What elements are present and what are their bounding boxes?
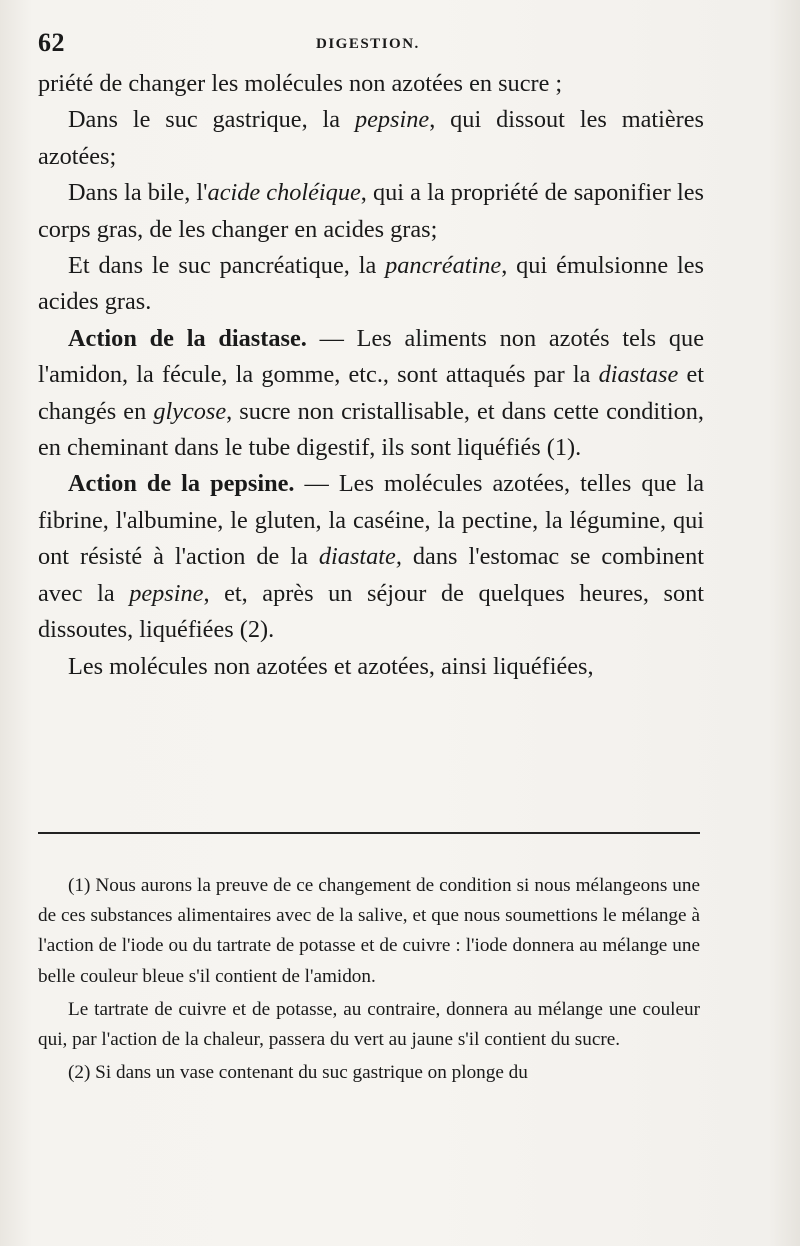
running-head: DIGESTION. [316,36,420,52]
footnote-2: (2) Si dans un vase contenant du suc gastrique on plonge du [68,1062,528,1084]
paragraph-diastase: Action de la diastase. — Les aliments non azotés tels que l'amidon, la fécule, la gomme, etc., sont attaqués par la diastase et changés en glycose, sucre non cristallisable, et dans cette condition, en cheminant dans le tube digestif, ils sont liquéfiés (1). [38,324,704,462]
paragraph: Dans la bile, l'acide choléique, qui a la propriété de saponifier les corps gras, de les changer en acides gras; [38,179,705,243]
section-heading: Action de la diastase. [68,324,307,352]
footnotes [38,871,700,1088]
footnote-1: (1) Nous aurons la preuve de ce changement de condition si nous mélangeons une de ces substances alimentaires avec de la salive, et que nous soumettions le mélange à l'action de l'iode ou du tartrate de potasse et de cuivre : l'iode donnera au mélange une belle couleur bleue s'il contient de l'amidon. [38,875,700,987]
main-text [38,66,704,685]
paragraph: priété de changer les molécules non azotées en sucre ; [38,70,563,97]
page-header [38,28,758,64]
section-heading: Action de la pepsine. [68,470,295,498]
paragraph-pepsine: Action de la pepsine. — Les molécules azotées, telles que la fibrine, l'albumine, le gluten, la caséine, la pectine, la légumine, qui ont résisté à l'action de la diastate, dans l'estomac se combinent avec la pepsine, et, après un séjour de quelques heures, sont dissoutes, liquéfiées (2). [38,470,705,644]
footnote-divider [38,832,700,834]
paragraph: Et dans le suc pancréatique, la pancréatine, qui émulsionne les acides gras. [38,252,704,316]
page-number: 62 [38,28,65,57]
paragraph: Les molécules non azotées et azotées, ainsi liquéfiées, [68,652,594,680]
footnote-1-continued: Le tartrate de cuivre et de potasse, au contraire, donnera au mélange une couleur qui, par l'action de la chaleur, passera du vert au jaune s'il contient du sucre. [38,998,700,1051]
paragraph: Dans le suc gastrique, la pepsine, qui dissout les matières azotées; [38,106,704,170]
